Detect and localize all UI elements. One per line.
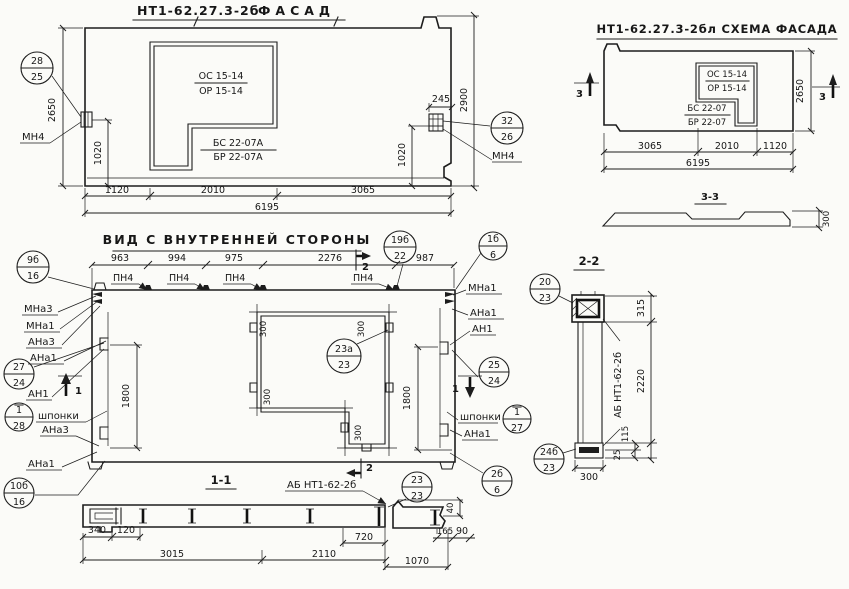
dim-text: 994 <box>167 253 187 264</box>
dim-text: 987 <box>415 253 435 264</box>
section-mark-label: 2 <box>362 262 369 273</box>
anchor-label: АН1 <box>472 324 493 335</box>
inner-view <box>4 231 531 508</box>
dim-text: 2650 <box>47 97 58 123</box>
facade-right-plate-detail <box>429 114 443 131</box>
dim-text: 3065 <box>350 185 376 196</box>
facade-view <box>20 3 523 217</box>
dim-text: 300 <box>579 472 599 483</box>
sec11-title: 1-1 <box>210 473 232 487</box>
dim-text: 2010 <box>200 185 226 196</box>
anchor-label: АНа1 <box>28 459 55 470</box>
anchor-label: МНа1 <box>26 321 55 332</box>
dim-text: 963 <box>110 253 130 264</box>
dim-text: 2900 <box>459 87 470 113</box>
callout-num: 1б <box>487 234 499 245</box>
dim-text: 975 <box>224 253 244 264</box>
facade-window-opening <box>150 42 277 170</box>
dim-text: 1800 <box>121 383 132 409</box>
inner-edge-ribs <box>108 308 440 448</box>
anchor-label: АНа1 <box>470 308 497 319</box>
sec22-title: 2-2 <box>578 254 600 268</box>
schema-view <box>574 22 840 228</box>
callout-num: 1 <box>513 407 521 418</box>
callout-num: 2б <box>491 469 503 480</box>
callout-num: 1 <box>15 405 23 416</box>
callout-num: 20 <box>538 277 552 288</box>
anchor-label: МНа3 <box>24 304 53 315</box>
dim-text: 40 <box>446 502 456 514</box>
dim-text: 720 <box>354 532 374 543</box>
dim-text: 115 <box>621 425 631 443</box>
dim-text: 90 <box>455 526 469 537</box>
schema-profile-3-3 <box>603 212 790 226</box>
dim-text: 6195 <box>685 158 711 169</box>
dim-text: 3065 <box>637 141 663 152</box>
sec22-leader-lines <box>559 296 620 453</box>
sec11-right-piece <box>393 501 445 528</box>
callout-den: 22 <box>393 251 407 262</box>
inner-edge-brackets <box>100 338 448 442</box>
hanger-label: ПН4 <box>113 273 134 284</box>
window-mark: ОР 15-14 <box>707 84 747 94</box>
callout-den: 16 <box>12 497 26 508</box>
dim-text: 300 <box>263 388 273 406</box>
sec11-rebar-stems <box>143 507 379 526</box>
anchor-label: МН4 <box>492 151 515 162</box>
callout-num: 32 <box>500 116 514 127</box>
dim-text: 1020 <box>93 140 104 166</box>
facade-title-word: ФАСАД <box>258 3 336 18</box>
callout-den: 23 <box>410 491 424 502</box>
beam-label: АБ НТ1-62-2б <box>287 480 357 491</box>
callout-den: 6 <box>493 485 501 496</box>
anchor-label: АНа3 <box>42 425 69 436</box>
section-mark-label: 2 <box>366 463 373 474</box>
sec22-body-lines <box>578 322 602 443</box>
dim-text: 300 <box>357 320 367 338</box>
callout-den: 26 <box>500 132 514 143</box>
beam-label: АБ НТ1-62-2б <box>613 352 624 418</box>
dim-text: 120 <box>116 525 136 536</box>
callout-den: 23 <box>337 360 351 371</box>
section-mark-label: 3 <box>576 89 583 100</box>
sec11-channel <box>90 509 118 523</box>
profile-title: 3-3 <box>700 192 720 203</box>
dim-text: 2276 <box>317 253 343 264</box>
callout-num: 27 <box>12 362 26 373</box>
section-arrowheads <box>61 252 475 477</box>
anchor-label: АНа3 <box>28 337 55 348</box>
section-mark-stems <box>66 256 470 473</box>
section-2-2 <box>530 254 657 483</box>
dim-text: 2110 <box>311 549 337 560</box>
inner-anchor-marks <box>92 285 455 304</box>
dim-text: 25 <box>613 449 623 461</box>
anchor-label: МН4 <box>22 132 45 143</box>
dim-text: 300 <box>822 210 832 228</box>
window-mark: ОС 15-14 <box>706 70 748 80</box>
sec11-channel-inner <box>95 513 113 519</box>
anchor-label: АНа1 <box>464 429 491 440</box>
callout-den: 25 <box>30 72 44 83</box>
facade-right-plate <box>429 114 443 131</box>
section-mark-label: 1 <box>75 386 82 397</box>
dim-text: 300 <box>259 320 269 338</box>
callout-den: 24 <box>12 378 26 389</box>
window-mark: ОР 15-14 <box>199 86 243 97</box>
window-mark: БР 22-07А <box>213 152 263 163</box>
inner-window-opening <box>257 312 389 448</box>
callout-den: 16 <box>26 271 40 282</box>
inner-title: ВИД С ВНУТРЕННЕЙ СТОРОНЫ <box>102 232 372 247</box>
hanger-label: ПН4 <box>169 273 190 284</box>
window-mark: БР 22-07 <box>687 118 727 128</box>
dim-text: 165 <box>436 527 454 537</box>
facade-left-plate <box>81 112 92 127</box>
hanger-label: ПН4 <box>353 273 374 284</box>
dim-text: 1070 <box>404 556 430 567</box>
dim-text: 300 <box>354 424 364 442</box>
callout-dividers <box>531 289 563 459</box>
dim-text: 2220 <box>636 368 647 394</box>
leader-beam-label <box>363 491 386 504</box>
window-mark: БС 22-07А <box>212 138 264 149</box>
inner-window-corner-ticks <box>249 304 397 456</box>
inner-window-anchor-tabs <box>250 320 393 451</box>
callout-num: 28 <box>30 56 44 67</box>
sec11-rebar-double <box>116 508 121 524</box>
dim-text: 1800 <box>402 385 413 411</box>
window-mark: БС 22-07 <box>687 104 727 114</box>
dim-text: 1120 <box>762 141 788 152</box>
facade-title-code: НТ1-62.27.3-2б <box>137 3 260 18</box>
callout-num: 9б <box>27 255 39 266</box>
dim-text: 1120 <box>104 185 130 196</box>
callout-den: 24 <box>487 376 501 387</box>
anchor-label: АНа1 <box>30 353 57 364</box>
section-mark-label: 3 <box>819 92 826 103</box>
anchor-label: АН1 <box>28 389 49 400</box>
dim-text: 340 <box>87 525 107 536</box>
callout-den: 28 <box>12 421 26 432</box>
callout-den: 23 <box>542 463 556 474</box>
callout-num: 25 <box>487 360 501 371</box>
hanger-label: ПН4 <box>225 273 246 284</box>
sec22-bottom-anchor <box>579 447 599 453</box>
anchor-label: МНа1 <box>468 283 497 294</box>
dim-text: 1020 <box>397 142 408 168</box>
callout-den: 27 <box>510 423 524 434</box>
inner-corner-tabs <box>88 283 454 469</box>
leader-pn4 <box>379 284 394 290</box>
dim-text: 2010 <box>714 141 740 152</box>
keys-label: шпонки <box>38 411 79 422</box>
callout-den: 23 <box>538 293 552 304</box>
sec11-rebar-serifs <box>139 507 384 523</box>
dim-text: 3015 <box>159 549 185 560</box>
dim-text: 2650 <box>795 78 806 104</box>
dim-text: 315 <box>636 298 647 318</box>
callout-num: 24б <box>540 447 558 458</box>
callout-num: 23 <box>410 475 424 486</box>
callout-num: 19б <box>391 235 409 246</box>
callout-num: 10б <box>10 481 28 492</box>
section-mark-label: 1 <box>452 384 459 395</box>
window-mark: ОС 15-14 <box>198 71 244 82</box>
dim-text: 6195 <box>254 202 280 213</box>
callout-num: 23а <box>335 344 353 355</box>
keys-label: шпонки <box>460 412 501 423</box>
callout-dividers <box>5 246 530 493</box>
schema-title: НТ1-62.27.3-2бл СХЕМА ФАСАДА <box>596 22 838 36</box>
callout-den: 6 <box>489 250 497 261</box>
dim-text: 245 <box>431 94 451 105</box>
facade-title-underline <box>133 17 345 26</box>
